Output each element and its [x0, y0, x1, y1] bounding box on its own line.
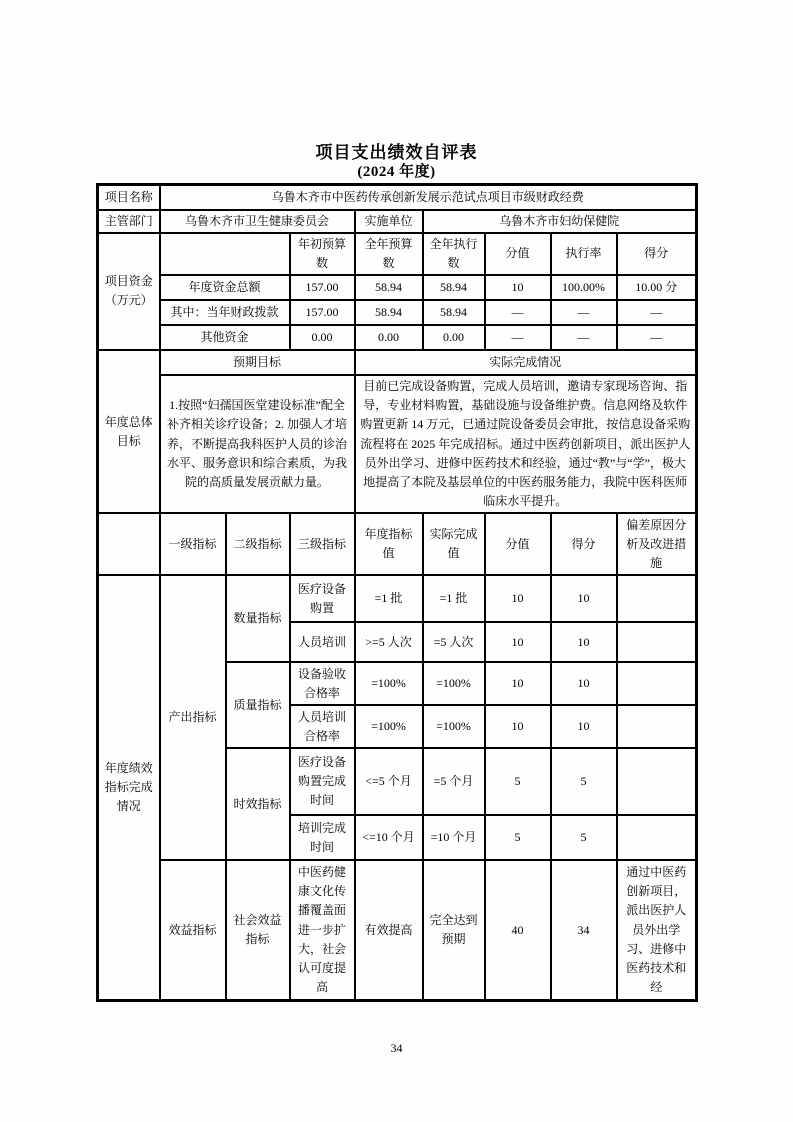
- funding-cell: —: [551, 300, 617, 325]
- score: 10: [551, 622, 617, 662]
- actual-value: =100%: [423, 705, 485, 748]
- funding-cell: 58.94: [355, 300, 423, 325]
- indicator-header-deviation: 偏差原因分析及改进措施: [617, 513, 697, 575]
- level2-quality: 质量指标: [226, 662, 290, 748]
- funding-row-label: 年度资金总额: [160, 275, 290, 300]
- score: 10: [551, 705, 617, 748]
- funding-cell: 0.00: [290, 325, 355, 350]
- target-value: <=10 个月: [355, 815, 423, 860]
- actual-value: =5 个月: [423, 748, 485, 815]
- impl-unit-label: 实施单位: [355, 210, 423, 233]
- funding-cell: 100.00%: [551, 275, 617, 300]
- level1-benefit: 效益指标: [160, 860, 226, 1000]
- level3-name: 中医药健康文化传播覆盖面进一步扩大，社会认可度提高: [290, 860, 355, 1000]
- self-evaluation-table: [96, 183, 698, 1002]
- deviation-cell: [617, 705, 697, 748]
- level2-quantity: 数量指标: [226, 575, 290, 662]
- indicator-header-target: 年度指标值: [355, 513, 423, 575]
- document-subtitle: (2024 年度): [357, 164, 436, 180]
- funding-cell: 10.00 分: [617, 275, 697, 300]
- funding-header-score: 得分: [617, 233, 697, 275]
- funding-header-annual: 全年预算数: [355, 233, 423, 275]
- document-title: 项目支出绩效自评表: [315, 143, 478, 162]
- score-value: 5: [485, 815, 551, 860]
- score: 34: [551, 860, 617, 1000]
- target-value: >=5 人次: [355, 622, 423, 662]
- funding-cell: 58.94: [355, 275, 423, 300]
- funding-blank-header: [160, 233, 290, 275]
- table-row: [98, 350, 697, 375]
- score: 5: [551, 748, 617, 815]
- table-row: [98, 185, 697, 210]
- score-value: 40: [485, 860, 551, 1000]
- funding-cell: —: [617, 325, 697, 350]
- deviation-cell: [617, 815, 697, 860]
- indicator-header-l1: 一级指标: [160, 513, 226, 575]
- actual-value: =10 个月: [423, 815, 485, 860]
- funding-cell: 58.94: [423, 275, 485, 300]
- funding-cell: 10: [485, 275, 551, 300]
- funding-row-label: 其他资金: [160, 325, 290, 350]
- level3-name: 培训完成时间: [290, 815, 355, 860]
- target-value: 有效提高: [355, 860, 423, 1000]
- target-value: =1 批: [355, 575, 423, 622]
- score-value: 5: [485, 748, 551, 815]
- table-row: [98, 375, 697, 513]
- deviation-cell: [617, 662, 697, 705]
- score: 10: [551, 662, 617, 705]
- goal-expected-header: 预期目标: [160, 350, 355, 375]
- actual-value: =100%: [423, 662, 485, 705]
- indicator-header-actual: 实际完成值: [423, 513, 485, 575]
- score-value: 10: [485, 705, 551, 748]
- level2-social-benefit: 社会效益指标: [226, 860, 290, 1000]
- funding-header-score-value: 分值: [485, 233, 551, 275]
- funding-cell: 0.00: [355, 325, 423, 350]
- funding-cell: —: [485, 300, 551, 325]
- project-name-label: 项目名称: [98, 185, 160, 210]
- funding-header-initial: 年初预算数: [290, 233, 355, 275]
- level3-name: 人员培训合格率: [290, 705, 355, 748]
- funding-cell: —: [617, 300, 697, 325]
- deviation-cell: [617, 575, 697, 622]
- score-value: 10: [485, 575, 551, 622]
- actual-value: =1 批: [423, 575, 485, 622]
- page-number: 34: [390, 1041, 403, 1055]
- level3-name: 医疗设备购置: [290, 575, 355, 622]
- actual-value: =5 人次: [423, 622, 485, 662]
- goal-expected-text: 1.按照“妇孺国医堂建设标准”配全补齐相关诊疗设备；2. 加强人才培养，不断提高我科医护人员的诊治水平、服务意识和综合素质，为我院的高质量发展贡献力量。: [160, 375, 355, 513]
- table-row: [98, 325, 697, 350]
- funding-header-executed: 全年执行数: [423, 233, 485, 275]
- score: 10: [551, 575, 617, 622]
- dept-value: 乌鲁木齐市卫生健康委员会: [160, 210, 355, 233]
- goal-actual-header: 实际完成情况: [355, 350, 697, 375]
- level2-timeliness: 时效指标: [226, 748, 290, 860]
- table-row: [98, 210, 697, 233]
- table-row: [98, 575, 697, 622]
- score: 5: [551, 815, 617, 860]
- funding-header-exec-rate: 执行率: [551, 233, 617, 275]
- level3-name: 设备验收合格率: [290, 662, 355, 705]
- table-row: [98, 513, 697, 575]
- funding-cell: 0.00: [423, 325, 485, 350]
- target-value: <=5 个月: [355, 748, 423, 815]
- dept-label: 主管部门: [98, 210, 160, 233]
- score-value: 10: [485, 662, 551, 705]
- indicator-header-l2: 二级指标: [226, 513, 290, 575]
- level3-name: 人员培训: [290, 622, 355, 662]
- indicator-header-l3: 三级指标: [290, 513, 355, 575]
- funding-cell: 58.94: [423, 300, 485, 325]
- actual-value: 完全达到预期: [423, 860, 485, 1000]
- deviation-cell: [617, 622, 697, 662]
- table-row: [98, 300, 697, 325]
- indicator-blank-header: [98, 513, 160, 575]
- indicator-section-label: 年度绩效指标完成情况: [98, 575, 160, 1000]
- target-value: =100%: [355, 662, 423, 705]
- funding-cell: 157.00: [290, 275, 355, 300]
- table-row: [98, 275, 697, 300]
- goal-section-label: 年度总体目标: [98, 350, 160, 513]
- funding-section-label: 项目资金（万元）: [98, 233, 160, 350]
- score-value: 10: [485, 622, 551, 662]
- level1-output: 产出指标: [160, 575, 226, 860]
- funding-cell: 157.00: [290, 300, 355, 325]
- goal-actual-text: 目前已完成设备购置，完成人员培训，邀请专家现场咨询、指导，专业材料购置，基础设施与设备维护费。信息网络及软件购置更新 14 万元，已通过院设备委员会审批，按信息设备采购流程将在 2025 年完成招标。通过中医药创新项目，派出医护人员外出学习、进修中医药技术和经验，通过“教”与“学”，极大地提高了本院及基层单位的中医药服务能力，我院中医科医师临床水平提升。: [355, 375, 697, 513]
- funding-cell: —: [485, 325, 551, 350]
- deviation-cell: 通过中医药创新项目，派出医护人员外出学习、进修中医药技术和经: [617, 860, 697, 1000]
- deviation-cell: [617, 748, 697, 815]
- indicator-header-score-value: 分值: [485, 513, 551, 575]
- funding-row-label: 其中：当年财政拨款: [160, 300, 290, 325]
- table-row: [98, 233, 697, 275]
- level3-name: 医疗设备购置完成时间: [290, 748, 355, 815]
- funding-cell: —: [551, 325, 617, 350]
- table-row: [98, 860, 697, 1000]
- indicator-header-score: 得分: [551, 513, 617, 575]
- target-value: =100%: [355, 705, 423, 748]
- impl-unit-value: 乌鲁木齐市妇幼保健院: [423, 210, 697, 233]
- project-name-value: 乌鲁木齐市中医药传承创新发展示范试点项目市级财政经费: [160, 185, 697, 210]
